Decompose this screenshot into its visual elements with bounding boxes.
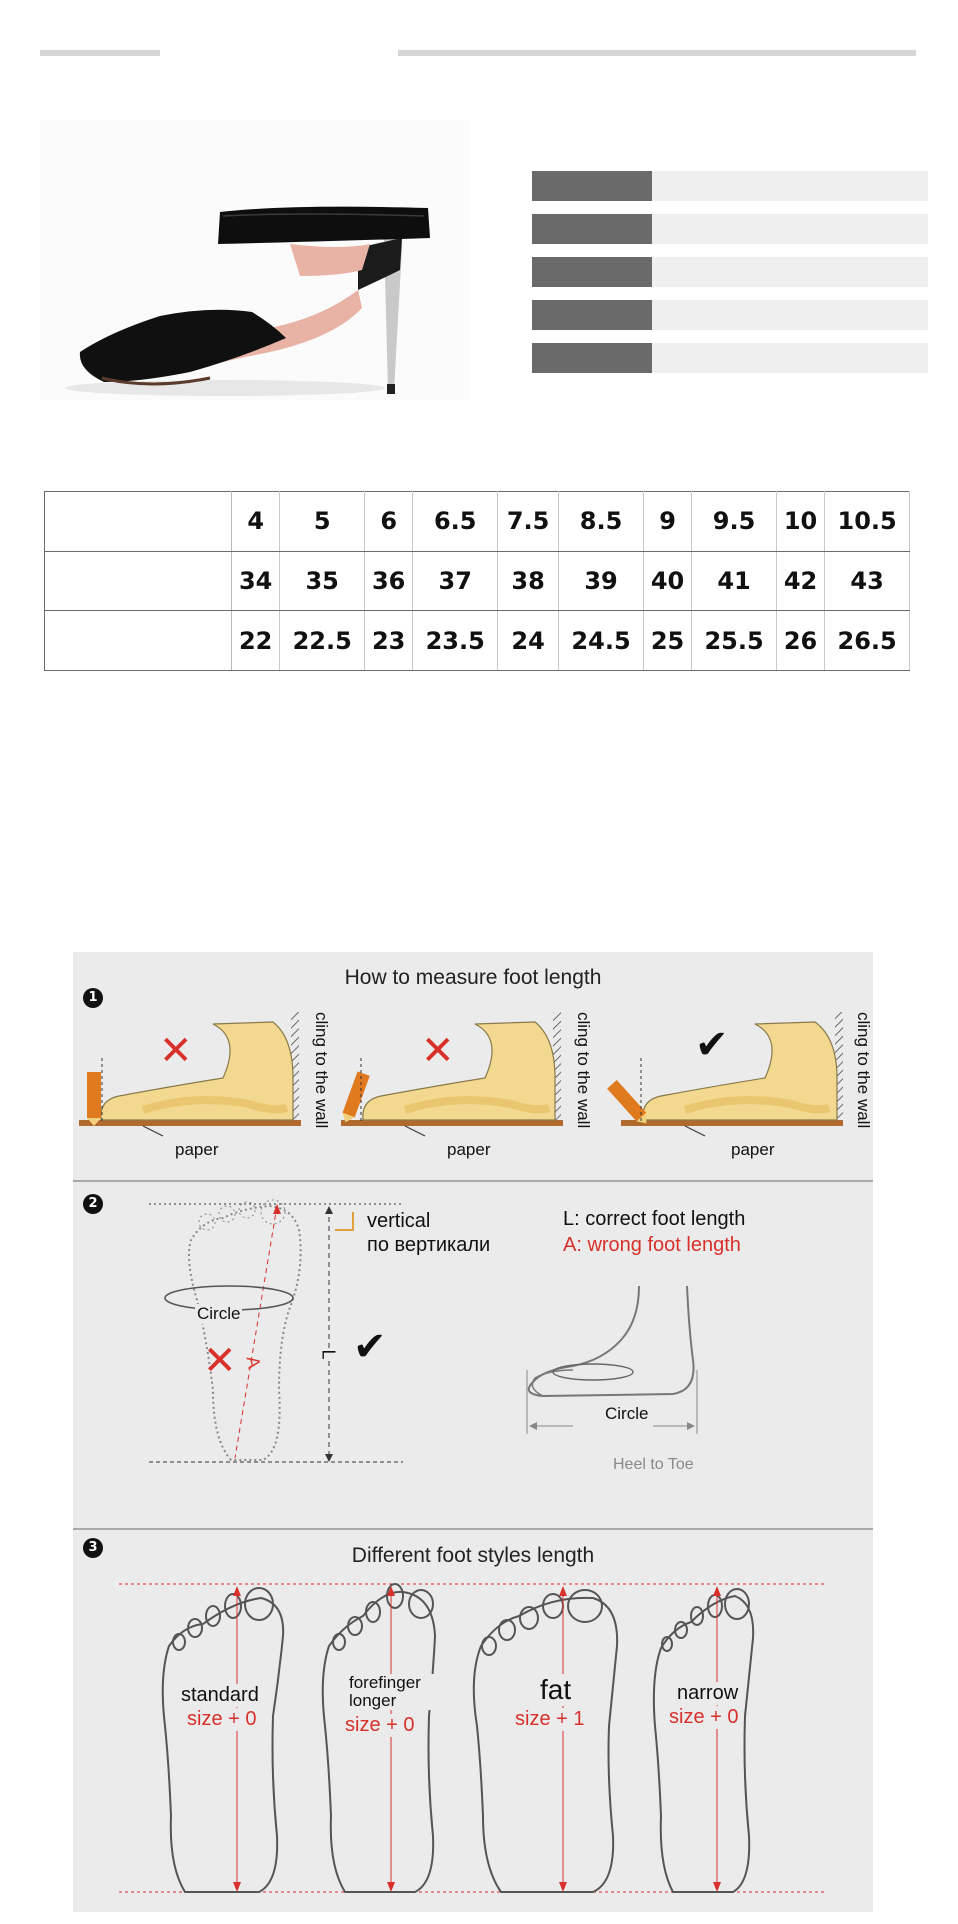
paper-label: paper bbox=[731, 1140, 775, 1159]
size-cell: 37 bbox=[413, 551, 498, 611]
wall-label: cling to the wall bbox=[574, 1012, 593, 1129]
vertical-label-en: vertical bbox=[367, 1210, 431, 1232]
size-chart-table bbox=[44, 491, 910, 671]
table-row bbox=[45, 492, 910, 552]
row-label-cell bbox=[45, 492, 232, 552]
wrong-mark-icon: ✕ bbox=[421, 1028, 455, 1074]
vertical-label-ru: по вертикали bbox=[367, 1234, 491, 1256]
spec-row-5 bbox=[532, 343, 928, 373]
size-cell: 43 bbox=[825, 551, 910, 611]
foot-style-size: size + 1 bbox=[515, 1708, 585, 1730]
header-rule-left bbox=[40, 50, 160, 56]
size-cell: 41 bbox=[692, 551, 777, 611]
size-cell: 10.5 bbox=[825, 492, 910, 552]
divider bbox=[73, 1180, 873, 1182]
wrong-length-text: A: wrong foot length bbox=[563, 1234, 741, 1256]
a-marker: A bbox=[242, 1354, 265, 1371]
correct-length-text: L: correct foot length bbox=[563, 1208, 746, 1230]
foot-style-size: size + 0 bbox=[669, 1706, 739, 1728]
step-1-badge: 1 bbox=[83, 988, 103, 1008]
size-cell: 8.5 bbox=[559, 492, 644, 552]
side-circle-label: Circle bbox=[605, 1404, 649, 1423]
row-label-cell bbox=[45, 611, 232, 671]
size-cell: 5 bbox=[280, 492, 365, 552]
wall-label: cling to the wall bbox=[854, 1012, 873, 1129]
divider bbox=[73, 1528, 873, 1530]
size-cell: 26.5 bbox=[825, 611, 910, 671]
foot-style-size: size + 0 bbox=[187, 1708, 257, 1730]
row-label-cell bbox=[45, 551, 232, 611]
paper-label: paper bbox=[447, 1140, 491, 1159]
measuring-guide bbox=[73, 952, 873, 1912]
size-cell: 23.5 bbox=[413, 611, 498, 671]
size-cell: 40 bbox=[643, 551, 691, 611]
foot-style-label bbox=[349, 1674, 445, 1710]
table-row bbox=[45, 551, 910, 611]
size-cell: 25 bbox=[643, 611, 691, 671]
step-1-illustrations bbox=[73, 1008, 873, 1138]
product-shoe-image bbox=[40, 120, 470, 400]
size-cell: 9.5 bbox=[692, 492, 777, 552]
size-cell: 7.5 bbox=[498, 492, 559, 552]
size-cell: 4 bbox=[232, 492, 280, 552]
header-rule-right bbox=[398, 50, 916, 56]
step-3-badge: 3 bbox=[83, 1538, 103, 1558]
check-mark-icon: ✔ bbox=[695, 1022, 729, 1068]
step-2-badge: 2 bbox=[83, 1194, 103, 1214]
size-cell: 9 bbox=[643, 492, 691, 552]
size-cell: 26 bbox=[776, 611, 824, 671]
size-cell: 6.5 bbox=[413, 492, 498, 552]
heel-to-toe-label: Heel to Toe bbox=[613, 1456, 694, 1473]
check-mark-icon: ✔ bbox=[353, 1324, 387, 1370]
size-cell: 34 bbox=[232, 551, 280, 611]
wrong-mark-icon: ✕ bbox=[203, 1338, 237, 1384]
size-cell: 6 bbox=[365, 492, 413, 552]
size-cell: 42 bbox=[776, 551, 824, 611]
foot-style-label: standard bbox=[181, 1684, 259, 1706]
size-cell: 24.5 bbox=[559, 611, 644, 671]
spec-row-3 bbox=[532, 257, 928, 287]
l-marker: L bbox=[318, 1349, 339, 1360]
size-cell: 38 bbox=[498, 551, 559, 611]
size-cell: 25.5 bbox=[692, 611, 777, 671]
size-cell: 39 bbox=[559, 551, 644, 611]
size-cell: 36 bbox=[365, 551, 413, 611]
size-cell: 10 bbox=[776, 492, 824, 552]
step-3-title: Different foot styles length bbox=[351, 1544, 595, 1567]
spec-row-1 bbox=[532, 171, 928, 201]
paper-label: paper bbox=[175, 1140, 219, 1159]
wall-label: cling to the wall bbox=[312, 1012, 331, 1129]
step-3-feet bbox=[73, 1576, 873, 1906]
size-cell: 22.5 bbox=[280, 611, 365, 671]
foot-style-label: fat bbox=[540, 1674, 572, 1705]
size-cell: 24 bbox=[498, 611, 559, 671]
spec-row-4 bbox=[532, 300, 928, 330]
circle-label: Circle bbox=[197, 1304, 241, 1323]
step-1-title: How to measure foot length bbox=[344, 966, 602, 989]
size-cell: 22 bbox=[232, 611, 280, 671]
wrong-mark-icon: ✕ bbox=[159, 1028, 193, 1074]
spec-row-2 bbox=[532, 214, 928, 244]
size-cell: 23 bbox=[365, 611, 413, 671]
foot-style-label-text: forefinger longer bbox=[349, 1673, 421, 1710]
foot-style-size: size + 0 bbox=[345, 1714, 415, 1736]
size-cell: 35 bbox=[280, 551, 365, 611]
foot-style-label: narrow bbox=[677, 1682, 739, 1704]
table-row bbox=[45, 611, 910, 671]
